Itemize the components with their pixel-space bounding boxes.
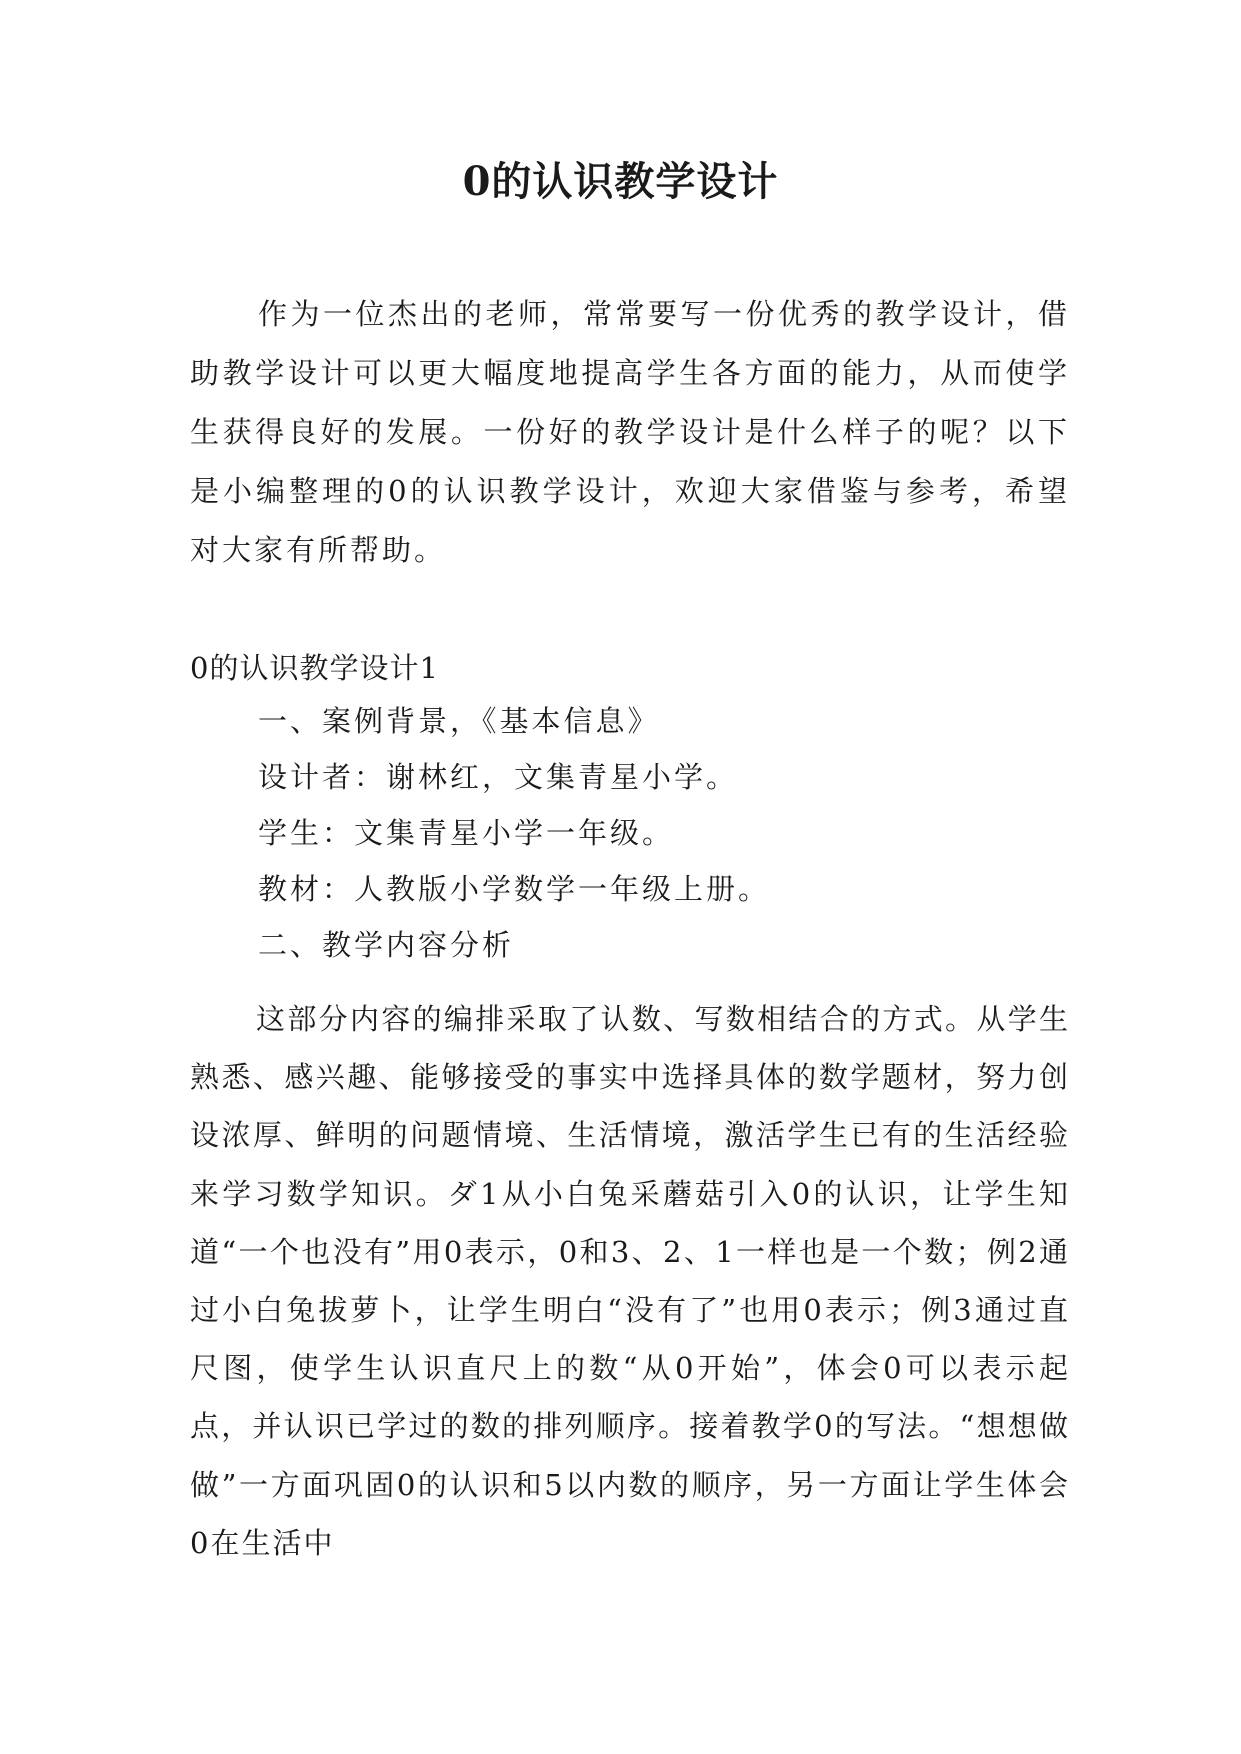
content-analysis-paragraph: 这部分内容的编排采取了认数、写数相结合的方式。从学生熟悉、感兴趣、能够接受的事实中选择具体的数学题材，努力创设浓厚、鲜明的问题情境、生活情境，激活学生已有的生活经验来学习数学知识。ダ1从小白兔采蘑菇引入0的认识，让学生知道“一个也没有”用0表示，0和3、2、1一样也是一个数；例2通过小白兔拔萝卜，让学生明白“没有了”也用0表示；例3通过直尺图，使学生认识直尺上的数“从0开始”，体会0可以表示起点，并认识已学过的数的排列顺序。接着教学0的写法。“想想做做”一方面巩固0的认识和5以内数的顺序，另一方面让学生体会0在生活中 xyxy=(190,1002,1070,1560)
content-analysis-heading: 二、教学内容分析 xyxy=(258,928,515,962)
students-line: 学生：文集青星小学一年级。 xyxy=(258,816,675,850)
designer-line: 设计者：谢林红，文集青星小学。 xyxy=(258,760,739,794)
intro-paragraph: 作为一位杰出的老师，常常要写一份优秀的教学设计，借助教学设计可以更大幅度地提高学生各方面的能力，从而使学生获得良好的发展。一份好的教学设计是什么样子的呢？以下是小编整理的0的认识教学设计，欢迎大家借鉴与参考，希望对大家有所帮助。 xyxy=(190,297,1070,567)
textbook-line: 教材：人教版小学数学一年级上册。 xyxy=(258,872,771,906)
section-title: 0的认识教学设计1 xyxy=(190,651,439,685)
document-title: 0的认识教学设计 xyxy=(462,158,779,205)
case-background-heading: 一、案例背景，《基本信息》 xyxy=(258,704,660,738)
